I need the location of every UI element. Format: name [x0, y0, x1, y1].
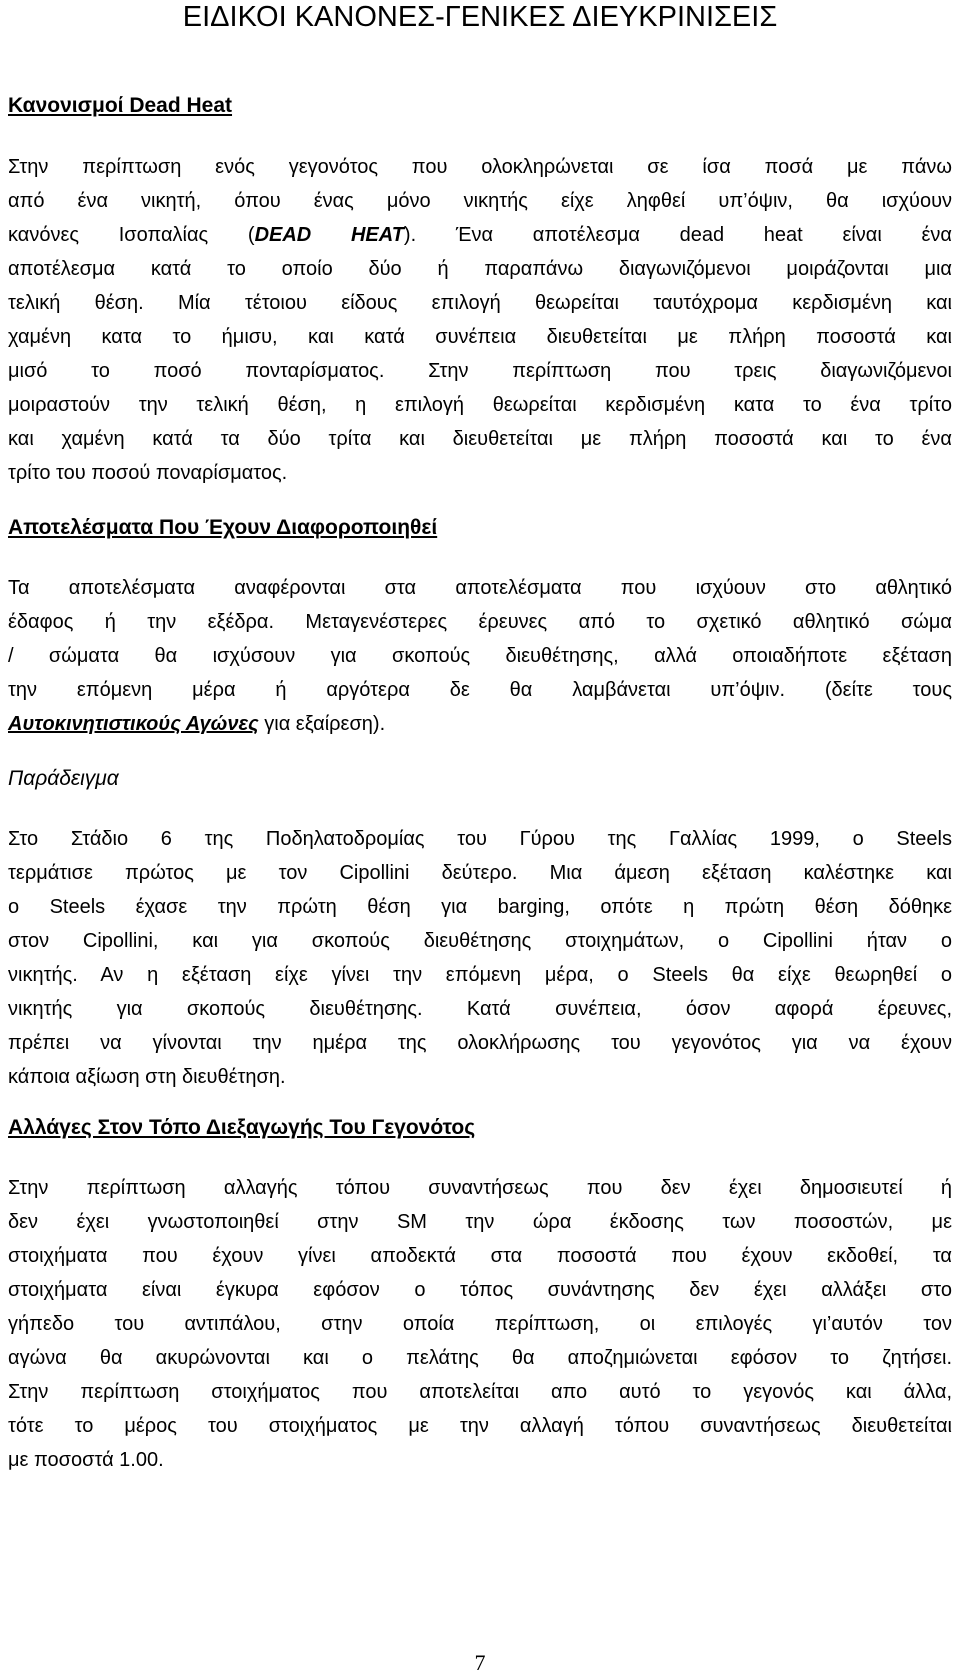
paragraph-results — [8, 571, 952, 741]
text-line: νικητής. Αν η εξέταση είχε γίνει την επόμενη μέρα, ο Steels θα είχε θεωρηθεί ο — [8, 964, 952, 986]
text-line: ο Steels έχασε την πρώτη θέση για barging, οπότε η πρώτη θέση δόθηκε — [8, 896, 952, 918]
text-line: μισό το ποσό πονταρίσματος. Στην περίπτωση που τρεις διαγωνιζόμενοι — [8, 360, 952, 382]
page-title: ΕΙΔΙΚΟΙ ΚΑΝΟΝΕΣ-ΓΕΝΙΚΕΣ ΔΙΕΥΚΡΙΝΙΣΕΙΣ — [182, 1, 778, 33]
text-line: τότε το μέρος του στοιχήματος με την αλλαγή τόπου συναντήσεως διευθετείται — [8, 1415, 952, 1437]
text-line: έδαφος ή την εξέδρα. Μεταγενέστερες έρευνες από το σχετικό αθλητικό σώμα — [8, 611, 952, 633]
text-line: γήπεδο του αντιπάλου, στην οποία περίπτωση, οι επιλογές γι’αυτόν τον — [8, 1313, 952, 1335]
text-line: αποτέλεσμα κατά το οποίο δύο ή παραπάνω διαγωνιζόμενοι μοιράζονται μια — [8, 258, 952, 280]
text-segment: κανόνες Ισοπαλίας ( — [8, 224, 255, 246]
text-line: πρέπει να γίνονται την ημέρα της ολοκλήρωσης του γεγονότος για να έχουν — [8, 1032, 952, 1054]
text-line: μοιραστούν την τελική θέση, η επιλογή θεωρείται κερδισμένη κατα το ένα τρίτο — [8, 394, 952, 416]
text-line: από ένα νικητή, όπου ένας μόνο νικητής είχε ληφθεί υπ’όψιν, θα ισχύουν — [8, 190, 952, 212]
text-line: Στην περίπτωση στοιχήματος που αποτελείται απο αυτό το γεγονός και άλλα, — [8, 1381, 952, 1403]
text-line: Τα αποτελέσματα αναφέρονται στα αποτελέσματα που ισχύουν στο αθλητικό — [8, 577, 952, 599]
paragraph-dead-heat — [8, 150, 952, 490]
page-number: 7 — [474, 1650, 486, 1675]
text-line: την επόμενη μέρα ή αργότερα δε θα λαμβάνεται υπ’όψιν. (δείτε τους — [8, 679, 952, 701]
example-label: Παράδειγμα — [8, 767, 119, 790]
heading-dead-heat: Κανονισμοί Dead Heat — [8, 94, 233, 117]
text-line: Στην περίπτωση αλλαγής τόπου συναντήσεως που δεν έχει δημοσιευτεί ή — [8, 1177, 952, 1199]
text-line: τρίτο του ποσού ποναρίσματος. — [8, 462, 288, 484]
text-line: δεν έχει γνωστοποιηθεί στην SM την ώρα έκδοσης των ποσοστών, με — [8, 1211, 952, 1233]
text-line: αγώνα θα ακυρώνονται και ο πελάτης θα αποζημιώνεται εφόσον το ζητήσει. — [8, 1347, 952, 1369]
paragraph-venue — [8, 1171, 952, 1477]
text-line: τερμάτισε πρώτος με τον Cipollini δεύτερο. Μια άμεση εξέταση καλέστηκε και — [8, 862, 952, 884]
text-line: κάποια αξίωση στη διευθέτηση. — [8, 1066, 286, 1088]
text-line — [8, 707, 952, 741]
text-line: νικητής για σκοπούς διευθέτησης. Κατά συνέπεια, όσον αφορά έρευνες, — [8, 998, 952, 1020]
text-line: τελική θέση. Μία τέτοιου είδους επιλογή θεωρείται ταυτόχρομα κερδισμένη και — [8, 292, 952, 314]
text-line: στοιχήματα που έχουν γίνει αποδεκτά στα ποσοστά που έχουν εκδοθεί, τα — [8, 1245, 952, 1267]
text-line: στοιχήματα είναι έγκυρα εφόσον ο τόπος συνάντησης δεν έχει αλλάξει στο — [8, 1279, 952, 1301]
heading-venue-changes: Αλλάγες Στον Τόπο Διεξαγωγής Του Γεγονότος — [8, 1116, 476, 1139]
text-line: / σώματα θα ισχύσουν για σκοπούς διευθέτησης, αλλά οποιαδήποτε εξέταση — [8, 645, 952, 667]
text-line: στον Cipollini, και για σκοπούς διευθέτησης στοιχημάτων, ο Cipollini ήταν ο — [8, 930, 952, 952]
dead-heat-term: DEAD HEAT — [254, 224, 404, 246]
text-line: με ποσοστά 1.00. — [8, 1449, 164, 1471]
text-line: Στην περίπτωση ενός γεγονότος που ολοκληρώνεται σε ίσα ποσά με πάνω — [8, 156, 952, 178]
text-line: χαμένη κατα το ήμισυ, και κατά συνέπεια διευθετείται με πλήρη ποσοστά και — [8, 326, 952, 348]
paragraph-example — [8, 822, 952, 1094]
text-line: Στο Στάδιο 6 της Ποδηλατοδρομίας του Γύρου της Γαλλίας 1999, ο Steels — [8, 828, 952, 850]
text-line — [8, 218, 952, 252]
text-segment: ). Ένα αποτέλεσμα dead heat είναι ένα — [403, 224, 952, 246]
text-line: και χαμένη κατά τα δύο τρίτα και διευθετείται με πλήρη ποσοστά και το ένα — [8, 428, 952, 450]
text-segment: για εξαίρεση). — [258, 713, 386, 735]
motor-racing-reference: Αυτοκινητιστικούς Αγώνες — [8, 713, 259, 735]
heading-results-changed: Αποτελέσματα Που Έχουν Διαφοροποιηθεί — [8, 516, 438, 539]
